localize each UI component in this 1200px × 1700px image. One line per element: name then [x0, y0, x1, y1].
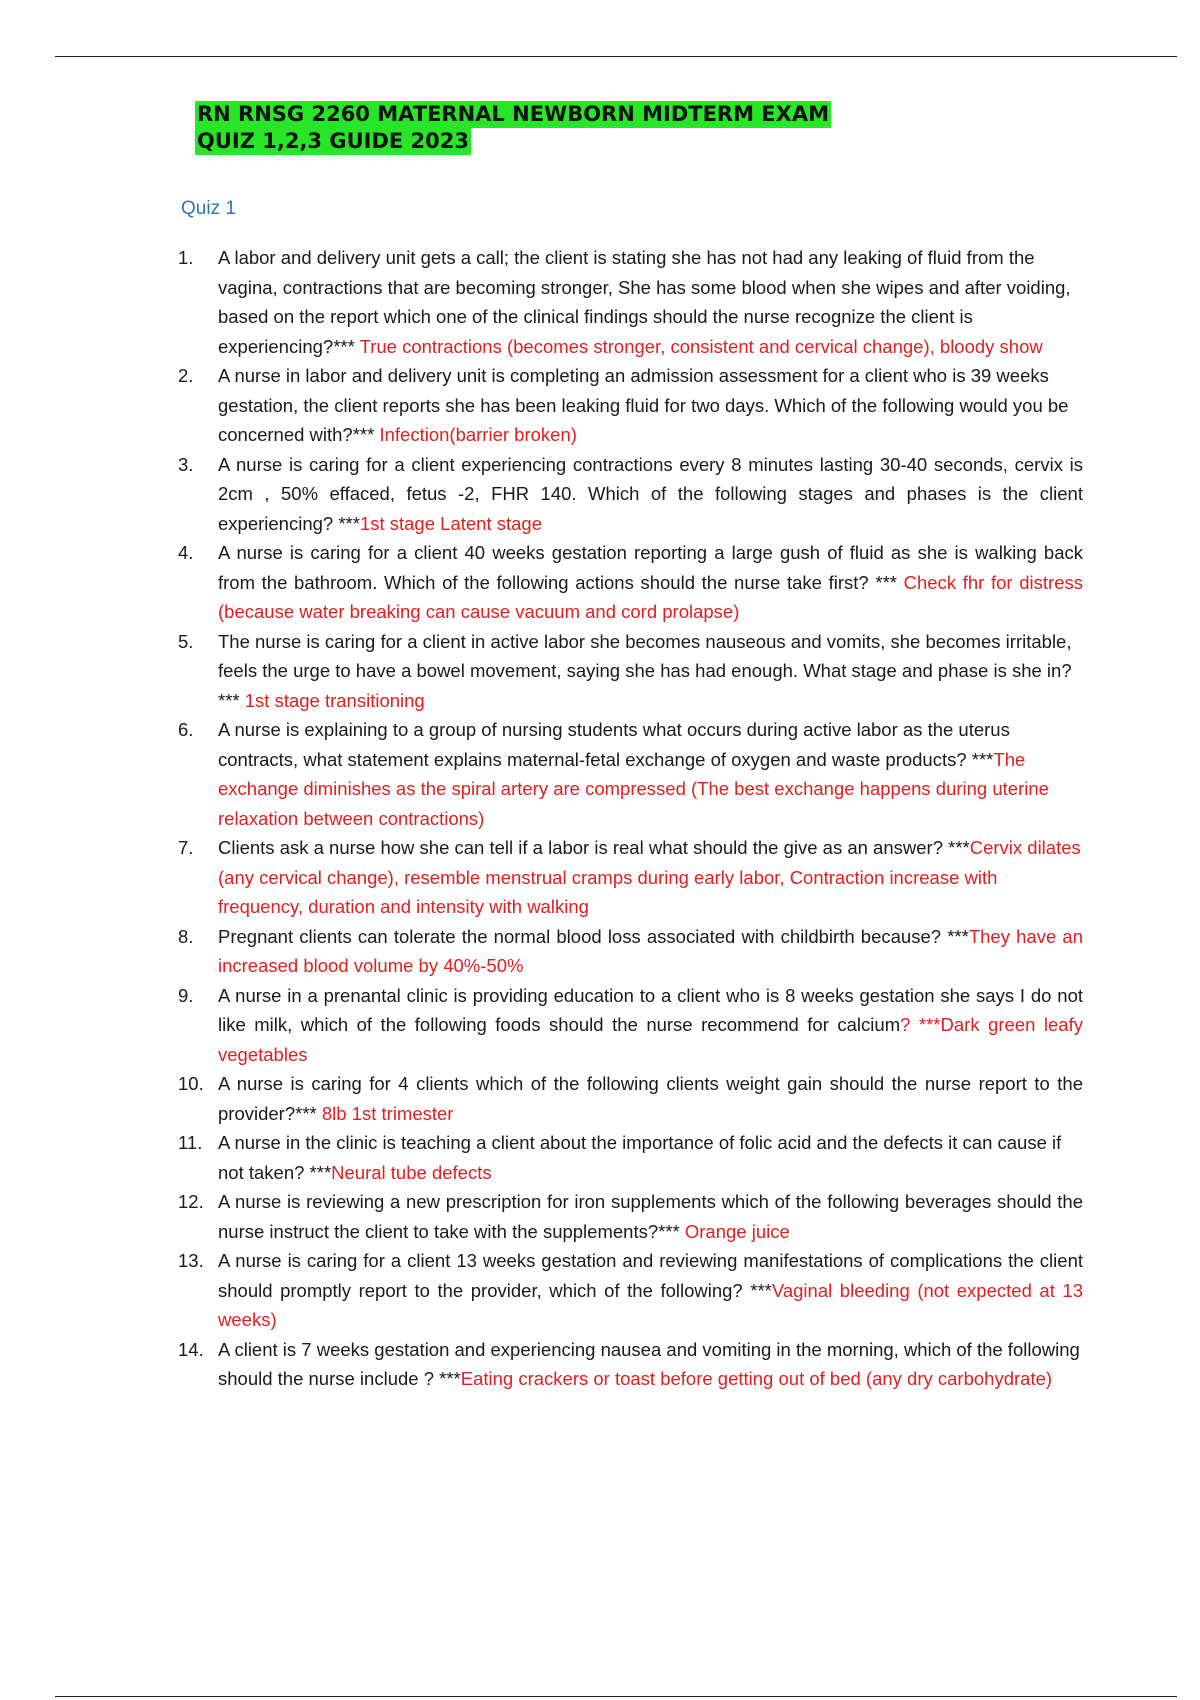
question-text: A nurse is caring for a client 40 weeks gestation reporting a large gush of fluid as she is walking back from the bathroom. Which of the following actions should the nurse take first? ***	[218, 542, 1083, 593]
title-line-2: QUIZ 1,2,3 GUIDE 2023	[197, 129, 469, 153]
answer-text: Cervix dilates (any cervical change), resemble menstrual cramps during early labor, Contraction increase with frequency, duration and intensity with walking	[218, 837, 1081, 917]
question-item	[178, 1069, 1083, 1128]
question-number: 10.	[178, 1073, 204, 1094]
question-text: A nurse in a prenantal clinic is providing education to a client who is 8 weeks gestation she says I do not like milk, which of the following foods should the nurse recommend for calcium	[218, 984, 1083, 1035]
question-body	[218, 243, 1083, 361]
question-number: 13.	[178, 1250, 204, 1271]
question-number: 8.	[178, 925, 194, 947]
question-body	[218, 1246, 1083, 1335]
bottom-rule	[55, 1696, 1177, 1697]
question-item	[178, 715, 1083, 833]
answer-text: Eating crackers or toast before getting out of bed (any dry carbohydrate)	[460, 1368, 1053, 1389]
question-body	[218, 833, 1083, 922]
question-text: A nurse is caring for a client 13 weeks gestation and reviewing manifestations of complications the client should promptly report to the provider, which of the following? ***	[218, 1250, 1083, 1301]
answer-text: 8lb 1st trimester	[321, 1102, 454, 1124]
question-item	[178, 361, 1083, 450]
answer-text: ? ***Dark green leafy vegetables	[218, 1014, 1083, 1065]
question-item	[178, 981, 1083, 1070]
answer-text: Infection(barrier broken)	[379, 424, 577, 445]
question-number: 1.	[178, 247, 194, 268]
question-text: A client is 7 weeks gestation and experiencing nausea and vomiting in the morning, which of the following should the nurse include ? ***	[218, 1338, 1080, 1389]
question-list	[178, 243, 1083, 1394]
question-number: 2.	[178, 365, 194, 386]
question-item	[178, 243, 1083, 361]
question-body	[218, 1335, 1083, 1394]
question-body	[218, 1069, 1083, 1128]
question-text: A nurse is caring for a client experiencing contractions every 8 minutes lasting 30-40 seconds, cervix is 2cm , 50% effaced, fetus -2, FHR 140. Which of the following stages and phases is the client experiencing? ***	[218, 453, 1083, 534]
question-text: A labor and delivery unit gets a call; the client is stating she has not had any leaking of fluid from the vagina, contractions that are becoming stronger, She has some blood when she wipes and after voiding, based on the report which one of the clinical findings should the nurse recognize the client is experiencing?***	[218, 247, 1071, 357]
question-number: 11.	[178, 1132, 203, 1153]
question-item	[178, 833, 1083, 922]
question-text: A nurse is explaining to a group of nursing students what occurs during active labor as the uterus contracts, what statement explains maternal-fetal exchange of oxygen and waste products? ***	[218, 719, 1010, 770]
answer-text: Check fhr for distress (because water breaking can cause vacuum and cord prolapse)	[218, 571, 1083, 622]
top-rule	[55, 56, 1177, 57]
question-item	[178, 1335, 1083, 1394]
question-text: Clients ask a nurse how she can tell if a labor is real what should the give as an answer? ***	[218, 837, 970, 858]
question-number: 14.	[178, 1338, 204, 1360]
question-item	[178, 450, 1083, 539]
answer-text: The exchange diminishes as the spiral artery are compressed (The best exchange happens during uterine relaxation between contractions)	[218, 748, 1049, 829]
question-text: A nurse is caring for 4 clients which of the following clients weight gain should the nurse report to the provider?***	[218, 1073, 1083, 1124]
answer-text: Vaginal bleeding (not expected at 13 weeks)	[218, 1279, 1083, 1330]
title-line-1: RN RNSG 2260 MATERNAL NEWBORN MIDTERM EXAM	[197, 102, 829, 126]
answer-text: They have an increased blood volume by 40%-50%	[218, 925, 1084, 976]
answer-text: 1st stage Latent stage	[359, 512, 542, 534]
question-body	[218, 922, 1083, 981]
answer-text: Neural tube defects	[331, 1161, 492, 1183]
question-body	[218, 715, 1083, 833]
question-item	[178, 627, 1083, 716]
question-number: 6.	[178, 719, 194, 740]
question-text: Pregnant clients can tolerate the normal blood loss associated with childbirth because? ***	[218, 925, 969, 947]
question-body	[218, 627, 1083, 716]
question-number: 3.	[178, 453, 194, 475]
question-number: 4.	[178, 542, 194, 563]
question-body	[218, 1128, 1083, 1187]
question-number: 7.	[178, 837, 194, 858]
answer-text: Orange juice	[684, 1220, 790, 1242]
question-item	[178, 922, 1083, 981]
question-item	[178, 538, 1083, 627]
question-number: 9.	[178, 984, 194, 1006]
question-body	[218, 361, 1083, 450]
question-item	[178, 1187, 1083, 1246]
question-number: 12.	[178, 1191, 204, 1212]
question-item	[178, 1128, 1083, 1187]
question-body	[218, 981, 1083, 1070]
question-body	[218, 538, 1083, 627]
answer-text: 1st stage transitioning	[244, 689, 425, 711]
answer-text: True contractions (becomes stronger, consistent and cervical change), bloody show	[359, 335, 1043, 357]
question-text: A nurse in labor and delivery unit is completing an admission assessment for a client who is 39 weeks gestation, the client reports she has been leaking fluid for two days. Which of the following would you be concerned with?***	[218, 365, 1069, 445]
question-item	[178, 1246, 1083, 1335]
section-heading: Quiz 1	[181, 198, 236, 219]
question-number: 5.	[178, 630, 194, 652]
question-text: A nurse in the clinic is teaching a client about the importance of folic acid and the defects it can cause if not taken? ***	[218, 1132, 1062, 1183]
question-body	[218, 450, 1083, 539]
question-text: The nurse is caring for a client in active labor she becomes nauseous and vomits, she becomes irritable, feels the urge to have a bowel movement, saying she has had enough. What stage and phase is she in?***	[218, 630, 1072, 711]
question-body	[218, 1187, 1083, 1246]
document-title	[195, 101, 831, 155]
question-text: A nurse is reviewing a new prescription for iron supplements which of the following beverages should the nurse instruct the client to take with the supplements?***	[218, 1191, 1083, 1242]
